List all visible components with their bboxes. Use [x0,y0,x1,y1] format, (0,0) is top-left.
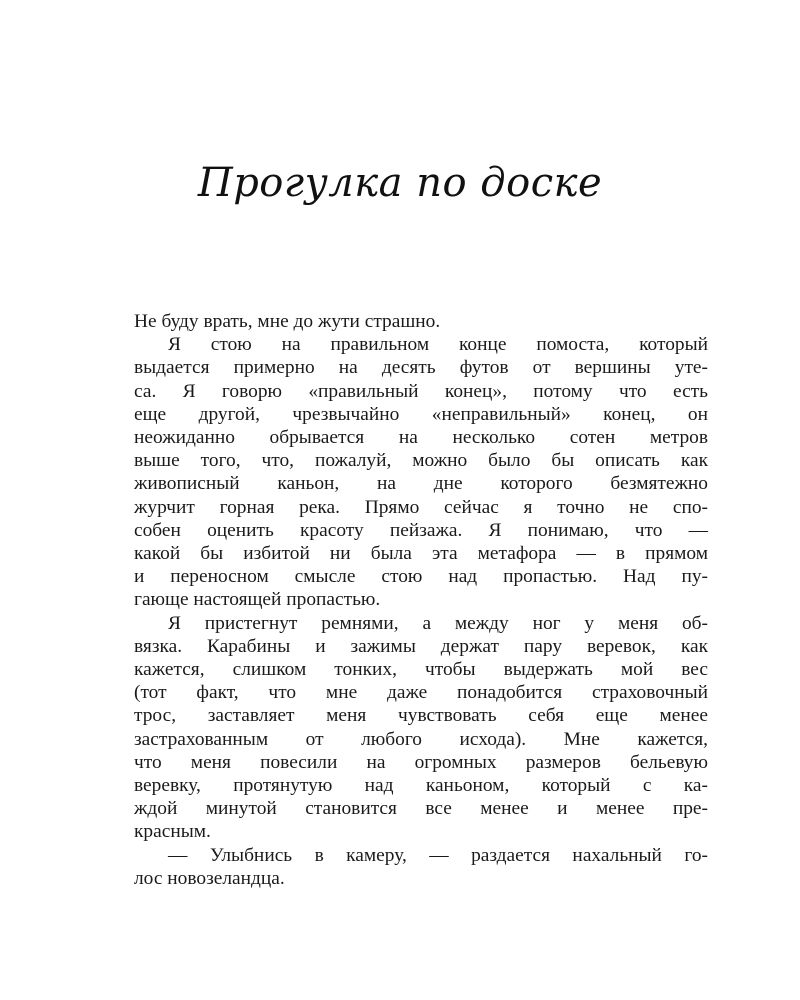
text-line: веревку, протянутую над каньоном, который с ка- [134,775,708,797]
text-line: трос, заставляет меня чувствовать себя еще менее [134,705,708,727]
text-line: живописный каньон, на дне которого безмятежно [134,473,708,495]
text-line: вязка. Карабины и зажимы держат пару веревок, как [134,635,708,657]
text-line: гающе настоящей пропастью. [134,589,381,611]
text-line: — Улыбнись в камеру, — раздается нахальный го- [168,844,708,866]
text-line: Не буду врать, мне до жути страшно. [134,311,441,332]
text-line: еще другой, чрезвычайно «неправильный» конец, он [134,403,708,425]
chapter-body [134,310,708,890]
text-line: ждой минутой становится все менее и менее пре- [134,798,708,820]
text-line: какой бы избитой ни была эта метафора — в прямом [134,543,708,565]
chapter-title: Прогулка по доске [197,160,603,206]
text-line: выдается примерно на десять футов от вершины уте- [134,357,708,379]
text-line: кажется, слишком тонких, чтобы выдержать мой вес [134,659,708,681]
text-line: застрахованным от любого исхода). Мне кажется, [134,728,708,750]
text-line: журчит горная река. Прямо сейчас я точно не спо- [134,496,708,518]
text-line: лос новозеландца. [134,867,285,889]
text-line: Я стою на правильном конце помоста, который [168,334,708,356]
text-line: что меня повесили на огромных размеров бельевую [134,751,708,773]
text-line: красным. [134,821,211,843]
text-line: Я пристегнут ремнями, а между ног у меня об- [168,612,708,634]
text-line: неожиданно обрывается на несколько сотен метров [134,427,708,449]
text-line: собен оценить красоту пейзажа. Я понимаю, что — [134,519,708,541]
text-line: са. Я говорю «правильный конец», потому что есть [134,380,708,402]
text-line: выше того, что, пожалуй, можно было бы описать как [134,450,708,472]
text-line: (тот факт, что мне даже понадобится страховочный [134,682,708,704]
text-line: и переносном смысле стою над пропастью. Над пу- [134,566,708,588]
